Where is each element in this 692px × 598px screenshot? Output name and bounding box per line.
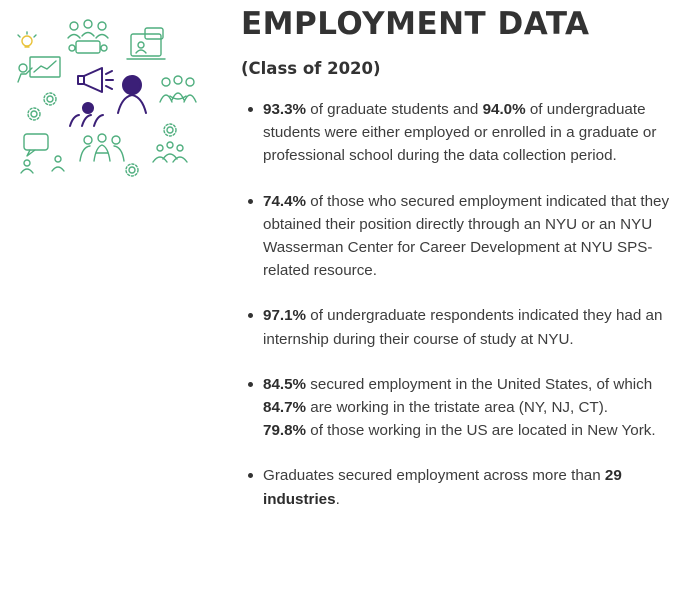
page-subtitle: (Class of 2020) (241, 59, 381, 78)
stat-text: of undergraduate students were either employed or enrolled in a graduate or professional school during the data collection period. (263, 101, 657, 165)
lightbulb-icon (18, 32, 36, 47)
megaphone-icon (70, 68, 146, 126)
group-of-people-icon (68, 20, 108, 53)
stat-value: 97.1% (263, 307, 307, 325)
stat-value: 84.5% (263, 375, 307, 393)
stat-value: 84.7% (263, 399, 307, 417)
stat-value: 94.0% (482, 101, 526, 118)
stat-text: of those working in the US are located in New York. (306, 422, 656, 440)
handshake-group-icon (80, 134, 124, 161)
list-item (241, 98, 687, 168)
stat-value: 29 industries (263, 467, 622, 508)
laptop-presentation-icon (127, 28, 165, 59)
stat-text: secured employment in the United States, of which (306, 375, 653, 393)
list-item (241, 464, 687, 510)
speech-bubble-icon (21, 134, 64, 173)
employment-content (241, 4, 687, 508)
stat-subnote (263, 419, 687, 442)
presenter-board-icon (18, 57, 60, 82)
stat-text: of undergraduate respondents indicated they had an internship during their course of study at NYU. (263, 307, 663, 348)
stat-text: of graduate students and (306, 101, 483, 118)
stat-text: are working in the tristate area (NY, NJ, CT). (306, 399, 608, 417)
career-illustration (14, 16, 206, 182)
list-item (241, 304, 687, 350)
stat-value: 74.4% (263, 192, 307, 210)
page-title: EMPLOYMENT DATA (241, 6, 590, 42)
stat-text: of those who secured employment indicated that they obtained their position directly through an NYU or an NYU Wasserman Center for Career Development at NYU SPS-related resource. (263, 192, 670, 280)
list-item (241, 373, 687, 443)
list-item (241, 190, 687, 283)
stat-text: . (335, 490, 340, 508)
stat-value: 79.8% (263, 422, 307, 440)
stat-value: 93.3% (263, 101, 307, 118)
statistics-list (241, 98, 687, 533)
stat-text: Graduates secured employment across more than (263, 467, 605, 485)
audience-icon (153, 142, 187, 162)
audience-icon (160, 76, 196, 102)
